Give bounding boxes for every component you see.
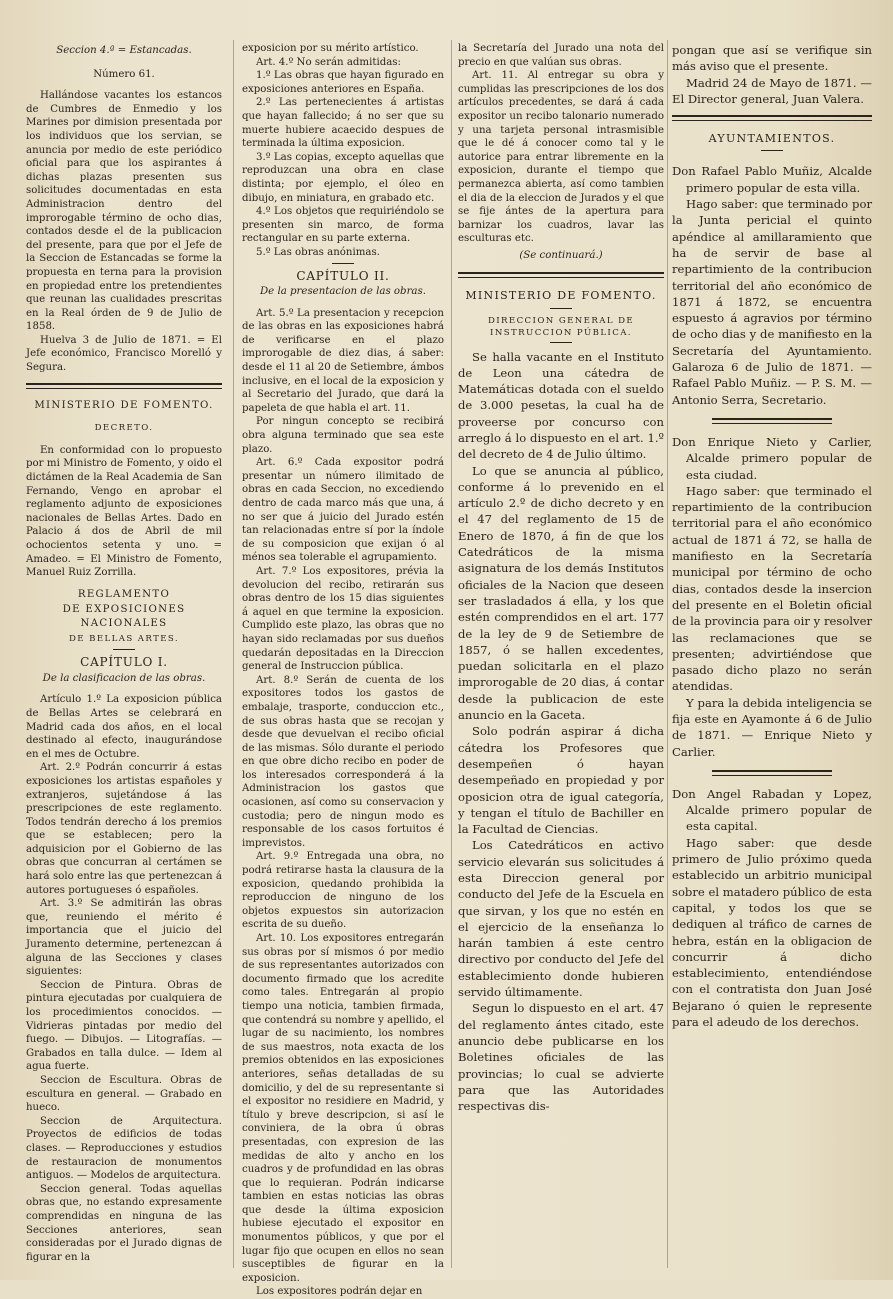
edict-paragraph: Hago saber: que desde primero de Julio próximo queda establecido un arbitrio municipal sobre el matadero público de esta capital, y todos los que se dediquen al tráfico de carnes de hebra, están en la obligacion de concurrir á dicho establecimiento, entendiéndose con el contratista don Juan José Bejarano ó quien le represente para el adeudo de los derechos. bbox=[672, 835, 872, 1030]
article-paragraph: Art. 6.º Cada expositor podrá presentar un número ilimitado de obras en cada Seccion, no excediendo dentro de cada marco más que una, á no ser que á juicio del Jurado estén tan relacionadas entre sí por la índole de su composicion que exijan ó al ménos sea tolerable el agrupamiento. bbox=[242, 457, 444, 564]
announcement-paragraph: Los Catedráticos en activo servicio elevarán sus solicitudes á esta Direccion general por conducto del Jefe de la Escuela en que sirvan, y los que no estén en el ejercicio de la enseñanza lo harán tambien á este centro directivo por conducto del Jefe del establecimiento donde hubieren servido últimamente. bbox=[458, 838, 664, 1000]
column-divider bbox=[451, 40, 452, 1268]
column-3 bbox=[458, 42, 664, 1267]
separator-rule bbox=[712, 770, 832, 776]
list-item: 2.º Las pertenecientes á artistas que hayan fallecido; á no ser que su muerte hubiere acaecido despues de terminada la última exposicion. bbox=[242, 97, 444, 150]
section-rule bbox=[26, 383, 222, 389]
edict-heading: Don Enrique Nieto y Carlier, Alcalde primero popular de esta ciudad. bbox=[672, 434, 872, 482]
list-item: 1.º Las obras que hayan figurado en exposiciones anteriores en España. bbox=[242, 70, 444, 95]
announcement-paragraph: Segun lo dispuesto en el art. 47 del reglamento ántes citado, este anuncio debe publicarse en los Boletines oficiales de las provincias; lo cual se advierte para que las Autoridades respectivas dis- bbox=[458, 1001, 664, 1114]
list-item: 4.º Los objetos que requiriéndolo se presenten sin marco, de forma rectangular en su parte externa. bbox=[242, 206, 444, 245]
section-rule bbox=[458, 272, 664, 278]
decree-heading: DECRETO. bbox=[94, 423, 154, 434]
chapter-heading: CAPÍTULO I. bbox=[80, 655, 168, 670]
article-paragraph: Los expositores podrán dejar en bbox=[256, 1286, 423, 1298]
short-rule bbox=[761, 150, 783, 151]
section-heading: AYUNTAMIENTOS. bbox=[708, 132, 836, 146]
edict-heading: Don Rafael Pablo Muñiz, Alcalde primero popular de esta villa. bbox=[672, 164, 872, 195]
section-item: Seccion de Arquitectura. Proyectos de edificios de todas clases. — Reproducciones y estudios de restauracion de monumentos antiguos. — Modelos de arquitectura. bbox=[26, 1115, 222, 1182]
column-1 bbox=[26, 42, 222, 1267]
article-paragraph: Art. 8.º Serán de cuenta de los expositores todos los gastos de embalaje, trasporte, conduccion etc., de sus obras hasta que se recojan y desde que devuelvan el recibo oficial de las mismas. Sólo durante el periodo en que obre dicho recibo en poder de los interesados corresponderá á la Administracion los gastos que ocasionen, así como su conservacion y custodia; pero de ningun modo es responsable de los casos fortuitos é imprevistos. bbox=[242, 674, 444, 849]
announcement-signature: Madrid 24 de Mayo de 1871. — El Director general, Juan Valera. bbox=[672, 75, 872, 106]
article-paragraph: Art. 3.º Se admitirán las obras que, reuniendo el mérito é importancia que el juicio del Juramento determine, pertenezcan á alguna de las Secciones y clases siguientes: bbox=[26, 898, 222, 978]
article-paragraph: Art. 7.º Los expositores, prévia la devolucion del recibo, retirarán sus obras dentro de los 15 dias siguientes á aquel en que termine la exposicion. Cumplido este plazo, las obras que no hayan sido reclamadas por sus dueños quedarán depositadas en la Direccion general de Instruccion pública. bbox=[242, 565, 444, 673]
section-item: Seccion de Escultura. Obras de escultura en general. — Grabado en hueco. bbox=[26, 1074, 222, 1114]
article-paragraph: exposicion por su mérito artístico. bbox=[242, 43, 419, 54]
article-paragraph: Art. 2.º Podrán concurrir á estas exposiciones los artistas españoles y extranjeros, sujetándose á las prescripciones de este reglamento. Todos tendrán derecho á los premios que se establecen; pero la adquisicion por el Gobierno de las obras que concurran al certámen se hará solo entre las que pertenezcan á autores portugueses ó españoles. bbox=[26, 762, 222, 896]
section-item: Seccion de Pintura. Obras de pintura ejecutadas por cualquiera de los procedimientos conocidos. — Vidrieras pintadas por medio del fuego. — Dibujos. — Litografías. — Grabados en talla dulce. — Idem al agua fuerte. bbox=[26, 979, 222, 1073]
regulation-subtitle: DE EXPOSICIONES NACIONALES bbox=[62, 604, 186, 629]
notice-number: Número 61. bbox=[93, 68, 155, 80]
decree-paragraph: En conformidad con lo propuesto por mi Ministro de Fomento, y oido el dictámen de la Real Academia de San Fernando, Vengo en aprobar el reglamento adjunto de exposiciones nacionales de Bellas Artes. Dado en Palacio á dos de Abril de mil ochocientos setenta y uno. = Amadeo. = El Ministro de Fomento, Manuel Ruiz Zorrilla. bbox=[26, 444, 222, 579]
announcement-paragraph: Solo podrán aspirar á dicha cátedra los Profesores que desempeñen ó hayan desempeñado en propiedad y por oposicion otra de igual categoría, y tengan el título de Bachiller en la Facultad de Ciencias. bbox=[458, 724, 664, 837]
article-paragraph: Art. 5.º La presentacion y recepcion de las obras en las exposiciones habrá de verificarse en el plazo improrogable de diez dias, á saber: desde el 11 al 20 de Setiembre, ámbos inclusive, en el local de la exposicion y al Secretario del Jurado, que dará la papeleta de que habla el art. 11. bbox=[242, 307, 444, 414]
regulation-subtitle-small: DE BELLAS ARTES. bbox=[69, 633, 179, 644]
article-paragraph: Por ningun concepto se recibirá obra alguna terminado que sea este plazo. bbox=[242, 416, 444, 455]
edict-paragraph: Hago saber: que terminado por la Junta pericial el quinto apéndice al amillaramiento que ha de servir de base al repartimiento de la contribucion territorial del año económico de 1871 á 1872, se encuentra espuesto á agravios por término de ocho dias y de manifiesto en la Secretaría del Ayuntamiento. Galaroza 6 de Julio de 1871. — Rafael Pablo Muñiz. — P. S. M. — Antonio Serra, Secretario. bbox=[672, 197, 872, 407]
short-rule bbox=[332, 263, 354, 264]
article-paragraph: Art. 4.º No serán admitidas: bbox=[256, 56, 401, 68]
regulation-title: REGLAMENTO bbox=[77, 588, 171, 600]
article-paragraph: Art. 11. Al entregar su obra y cumplidas las prescripciones de los dos artículos precedentes, se dará á cada expositor un recibo talonario numerado y una tarjeta personal intrasmisible que le dé á conocer como tal y le autorice para entrar libremente en la exposicion, durante el tiempo que permanezca abierta, así como tambien el dia de la eleccion de Jurados y el que se fije ántes de la apertura para barnizar los cuadros, lavar las esculturas etc. bbox=[458, 70, 664, 245]
short-rule bbox=[113, 649, 135, 650]
short-rule bbox=[550, 342, 572, 343]
section-rule bbox=[672, 115, 872, 121]
chapter-title: De la clasificacion de las obras. bbox=[42, 672, 206, 684]
notice-signature: Huelva 3 de Julio de 1871. = El Jefe económico, Francisco Morelló y Segura. bbox=[26, 334, 222, 374]
column-2 bbox=[242, 42, 444, 1298]
column-4 bbox=[672, 42, 872, 1267]
announcement-paragraph: pongan que así se verifique sin más aviso que el presente. bbox=[672, 43, 872, 74]
edict-paragraph: Y para la debida inteligencia se fija este en Ayamonte á 6 de Julio de 1871. — Enrique Nieto y Carlier. bbox=[672, 695, 872, 759]
announcement-paragraph: Se halla vacante en el Instituto de Leon una cátedra de Matemáticas dotada con el sueldo de 3.000 pesetas, la cual ha de proveerse por concurso con arreglo á lo dispuesto en el art. 1.º del decreto de 4 de Julio último. bbox=[458, 349, 664, 462]
article-paragraph: Artículo 1.º La exposicion pública de Bellas Artes se celebrará en Madrid cada dos años, en el local destinado al efecto, inaugurándose en el mes de Octubre. bbox=[26, 694, 222, 760]
column-divider bbox=[667, 40, 668, 1268]
chapter-title: De la presentacion de las obras. bbox=[260, 286, 426, 298]
chapter-heading: CAPÍTULO II. bbox=[296, 268, 390, 283]
article-paragraph: la Secretaría del Jurado una nota del precio en que valúan sus obras. bbox=[458, 43, 664, 68]
edict-paragraph: Hago saber: que terminado el repartimiento de la contribucion territorial para el año económico actual de 1871 á 72, se halla de manifiesto en la Secretaría municipal por término de ocho dias, contados desde la insercion del presente en el Boletin oficial de la provincia para oir y resolver las reclamaciones que se presenten; advirtiéndose que pasado dicho plazo no serán atendidas. bbox=[672, 483, 872, 694]
article-paragraph: Art. 9.º Entregada una obra, no podrá retirarse hasta la clausura de la exposicion, quedando prohibida la reproduccion de ninguno de los objetos expuestos sin autorizacion escrita de su dueño. bbox=[242, 851, 444, 931]
column-divider bbox=[233, 40, 234, 1268]
notice-paragraph: Hallándose vacantes los estancos de Cumbres de Enmedio y los Marines por dimision presentada por los individuos que los servian, se anuncia por medio de este periódico oficial para que los aspirantes á dichas plazas presenten sus solicitudes documentadas en esta Administracion dentro del improrogable término de ocho dias, contados desde el de la publicacion del presente, para que por el Jefe de la Seccion de Estancadas se forme la propuesta en terna para la provision en propiedad entre los pretendientes que reunan las cualidades prescritas en la Real órden de 9 de Julio de 1858. bbox=[26, 90, 222, 333]
article-paragraph: Art. 10. Los expositores entregarán sus obras por sí mismos ó por medio de sus representantes autorizados con documento firmado que los acredite como tales. Entregarán al propio tiempo una noticia, tambien firmada, que contendrá su nombre y apellido, el lugar de su nacimiento, los nombres de sus maestros, nota exacta de los premios obtenidos en las exposiciones anteriores, señas detalladas de su domicilio, y del de su representante si el expositor no residiere en Madrid, y título y breve descripcion, si así le conviniera, de la obra ú obras presentadas, con expresion de las medidas de alto y ancho en los cuadros y de profundidad en las obras que lo requieran. Podrán indicarse tambien en estas noticias las obras que desde la última exposicion hubiese ejecutado el expositor en monumentos públicos, y que por el lugar fijo que ocupen en ellos no sean susceptibles de figurar en la exposicion. bbox=[242, 933, 444, 1284]
short-rule bbox=[550, 308, 572, 309]
continued-note: (Se continuará.) bbox=[519, 249, 603, 261]
ministry-heading: MINISTERIO DE FOMENTO. bbox=[34, 399, 214, 411]
list-item: 3.º Las copias, excepto aquellas que reproduzcan una obra en clase distinta; por ejemplo, el óleo en dibujo, en miniatura, en grabado etc. bbox=[242, 151, 444, 204]
ministry-heading: MINISTERIO DE FOMENTO. bbox=[465, 289, 657, 303]
section-title: Seccion 4.ª = Estancadas. bbox=[56, 45, 192, 56]
section-item: Seccion general. Todas aquellas obras que, no estando expresamente comprendidas en ninguna de las Secciones anteriores, sean consideradas por el Jurado dignas de figurar en la bbox=[26, 1183, 222, 1263]
direction-heading: DIRECCION GENERAL DE INSTRUCCION PÚBLICA. bbox=[487, 315, 635, 338]
separator-rule bbox=[712, 418, 832, 424]
edict-heading: Don Angel Rabadan y Lopez, Alcalde primero popular de esta capital. bbox=[672, 786, 872, 834]
list-item: 5.º Las obras anónimas. bbox=[256, 246, 380, 258]
announcement-paragraph: Lo que se anuncia al público, conforme á lo prevenido en el artículo 2.º de dicho decreto y en el 47 del reglamento de 15 de Enero de 1870, á fin de que los Catedráticos de la misma asignatura de los demás Institutos oficiales de la Nacion que deseen ser trasladados á ella, y los que estén comprendidos en el art. 177 de la ley de 9 de Setiembre de 1857, ó se hallen excedentes, puedan solicitarla en el plazo improrogable de 20 dias, á contar desde la publicacion de este anuncio en la Gaceta. bbox=[458, 463, 664, 723]
